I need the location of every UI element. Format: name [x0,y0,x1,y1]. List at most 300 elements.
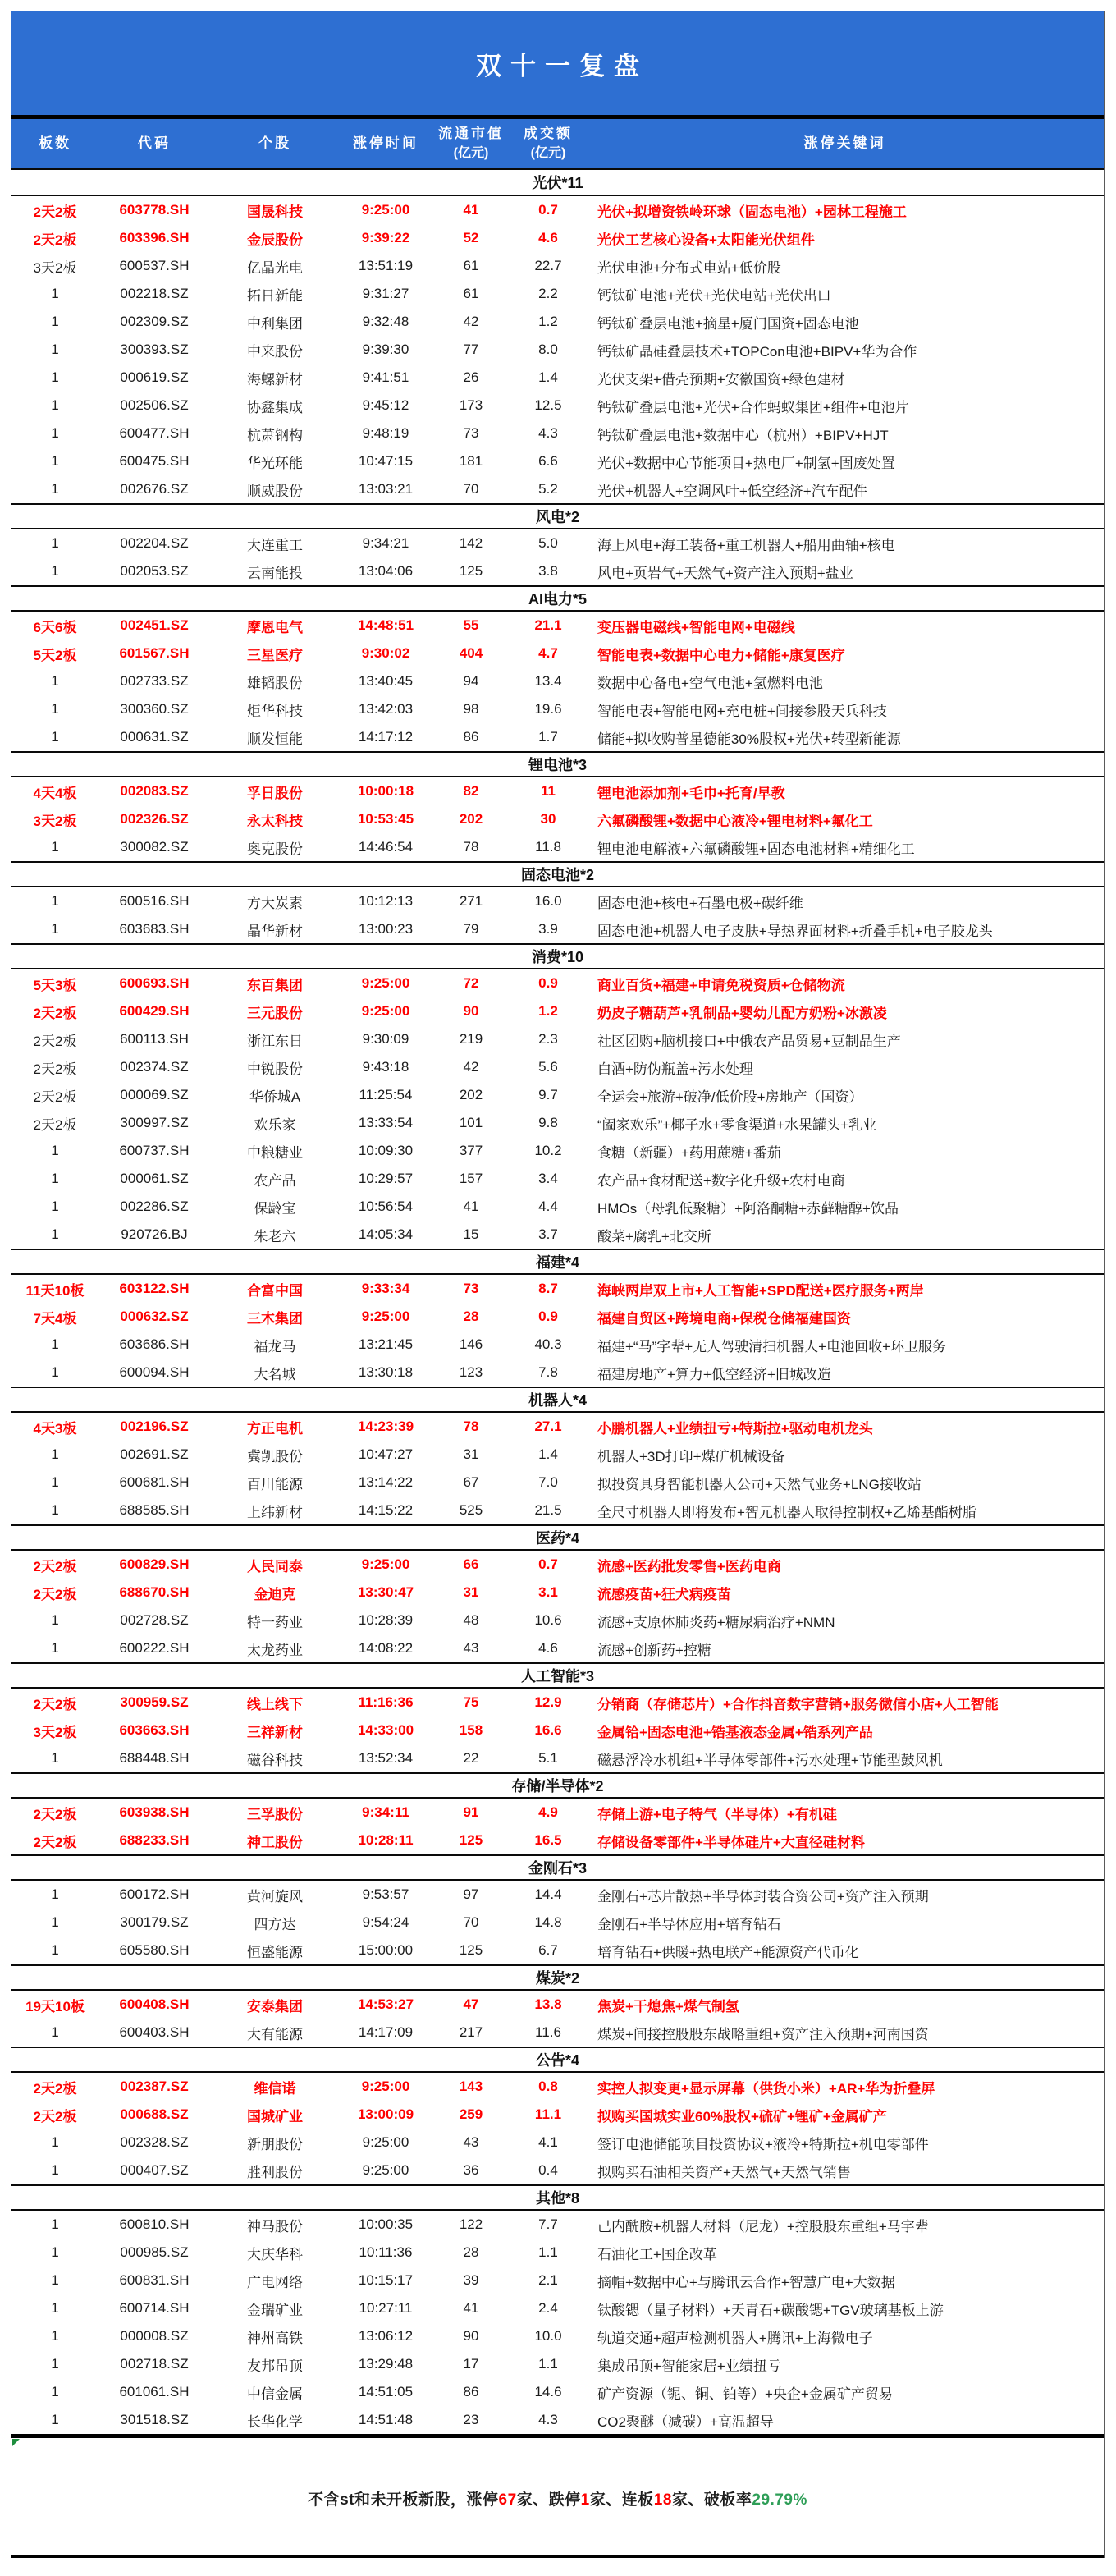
table-row[interactable] [11,639,1104,667]
turnover-cell: 1.1 [538,2244,558,2260]
code-cell: 002204.SZ [120,535,189,551]
table-row[interactable] [11,419,1104,447]
boards-cell: 1 [51,286,59,301]
market-cap-cell: 82 [463,783,479,799]
boards-cell: 2天2板 [33,1089,77,1105]
keywords-cell: 光伏+数据中心节能项目+热电厂+制氢+固废处置 [597,455,895,471]
turnover-cell: 2.1 [538,2272,558,2288]
limit-up-time-cell: 13:14:22 [358,1474,414,1490]
table-row[interactable] [11,2129,1104,2157]
table-row[interactable] [11,915,1104,943]
turnover-cell: 19.6 [534,701,562,717]
turnover-cell: 1.7 [538,729,558,745]
boards-cell: 1 [51,839,59,855]
market-cap-cell: 43 [463,2134,479,2150]
stock-name-cell: 黄河旋风 [247,1888,303,1904]
keywords-cell: 存储设备零部件+半导体硅片+大直径硅材料 [597,1834,865,1850]
turnover-cell: 6.6 [538,453,558,469]
turnover-cell: 10.6 [534,1612,562,1628]
turnover-cell: 1.4 [538,369,558,385]
table-row[interactable] [11,224,1104,252]
stock-name-cell: 永太科技 [247,813,303,829]
boards-cell: 2天2板 [33,1586,77,1602]
boards-cell: 1 [51,2134,59,2150]
table-row[interactable] [11,2211,1104,2239]
col-header-keywords: 涨停关键词 [803,135,886,151]
table-row[interactable] [11,1744,1104,1772]
table-row[interactable] [11,1579,1104,1607]
stock-name-cell: 杭萧钢构 [247,427,303,443]
market-cap-cell: 42 [463,314,479,329]
boards-cell: 1 [51,2356,59,2372]
stock-name-cell: 中信金属 [247,2386,303,2402]
table-row[interactable] [11,2101,1104,2129]
market-cap-cell: 90 [463,2328,479,2344]
boards-cell: 1 [51,2384,59,2400]
col-header-boards: 板数 [39,135,71,151]
table-row[interactable] [11,1081,1104,1109]
section-header [11,861,1104,887]
code-cell: 000008.SZ [120,2328,189,2344]
code-cell: 002286.SZ [120,1199,189,1214]
table-row[interactable] [11,557,1104,585]
code-cell: 600113.SH [120,1031,189,1047]
table-row[interactable] [11,364,1104,392]
limit-up-time-cell: 9:54:24 [362,1914,409,1930]
market-cap-cell: 73 [463,1281,479,1296]
stock-name-cell: 欢乐家 [254,1116,296,1133]
title-bar [11,11,1104,119]
limit-up-time-cell: 14:15:22 [358,1502,414,1518]
limit-up-time-cell: 10:28:11 [358,1832,414,1848]
stock-name-cell: 神马股份 [247,2218,303,2235]
keywords-cell: 钙钛矿叠层电池+摘星+厦门国资+固态电池 [597,315,859,332]
keywords-cell: 签订电池储能项目投资协议+液冷+特斯拉+机电零部件 [597,2136,929,2152]
keywords-cell: 光伏+拟增资铁岭环球（固态电池）+园林工程施工 [597,204,907,220]
review-sheet [11,11,1105,2558]
table-row[interactable] [11,805,1104,833]
code-cell: 600477.SH [119,425,190,441]
stock-name-cell: 朱老六 [254,1228,296,1244]
section-header-label: 消费*10 [531,949,584,965]
table-row[interactable] [11,1413,1104,1441]
turnover-cell: 9.7 [538,1087,558,1102]
code-cell: 603938.SH [119,1804,190,1820]
section-header [11,751,1104,777]
code-cell: 002083.SZ [120,783,189,799]
stock-name-cell: 方大炭素 [247,895,303,911]
limit-up-time-cell: 11:25:54 [359,1087,413,1102]
section-header-label: 锂电池*3 [528,757,587,773]
turnover-cell: 14.8 [534,1914,562,1930]
keywords-cell: 固态电池+机器人电子皮肤+导热界面材料+折叠手机+电子胶龙头 [597,923,993,939]
table-row[interactable] [11,695,1104,723]
section-header [11,1662,1104,1689]
keywords-cell: 锂电池电解液+六氟磷酸锂+固态电池材料+精细化工 [597,841,915,857]
table-row[interactable] [11,1331,1104,1359]
market-cap-cell: 77 [463,341,479,357]
boards-cell: 11天10板 [25,1282,85,1299]
turnover-cell: 7.0 [538,1474,558,1490]
stock-name-cell: 东百集团 [247,977,303,993]
stock-name-cell: 大庆华科 [247,2246,303,2262]
col-header-market-cap: 流通市值 (亿元) [438,126,504,160]
keywords-cell: 光伏电池+分布式电站+低价股 [597,259,781,276]
limit-up-time-cell: 11:16:36 [358,1694,414,1710]
stock-name-cell: 福龙马 [254,1338,296,1354]
limit-up-time-cell: 14:33:00 [357,1722,414,1738]
turnover-cell: 30 [540,811,556,827]
stock-name-cell: 安泰集团 [247,1998,303,2015]
code-cell: 002451.SZ [120,617,189,633]
table-row[interactable] [11,2322,1104,2350]
code-cell: 688233.SH [119,1832,190,1848]
section-header [11,2184,1104,2211]
boards-cell: 2天2板 [33,1033,77,1049]
stock-name-cell: 三木集团 [247,1310,303,1327]
turnover-cell: 22.7 [534,258,562,273]
keywords-cell: 存储上游+电子特气（半导体）+有机硅 [597,1806,837,1822]
limit-up-time-cell: 10:47:27 [358,1446,414,1462]
boards-cell: 3天2板 [33,813,77,829]
keywords-cell: CO2聚醚（减碳）+高温超导 [597,2413,774,2430]
keywords-cell: 焦炭+干熄焦+煤气制氢 [597,1998,739,2015]
table-row[interactable] [11,252,1104,280]
code-cell: 300997.SZ [120,1115,189,1130]
table-row[interactable] [11,1909,1104,1937]
limit-up-time-cell: 9:33:34 [361,1281,410,1296]
stock-name-cell: 神工股份 [247,1834,303,1850]
market-cap-cell: 55 [463,617,479,633]
keywords-cell: 食糖（新疆）+药用蔗糖+番茄 [597,1144,781,1161]
limit-up-time-cell: 9:43:18 [362,1059,409,1075]
market-cap-cell: 28 [463,2244,479,2260]
stock-name-cell: 炬华科技 [247,703,303,719]
section-header [11,943,1104,969]
section-header-label: 风电*2 [535,509,579,525]
keywords-cell: 福建自贸区+跨境电商+保税仓储福建国资 [597,1310,851,1327]
section-header-label: 存储/半导体*2 [511,1778,604,1794]
code-cell: 600831.SH [119,2272,190,2288]
limit-up-time-cell: 10:28:39 [358,1612,414,1628]
limit-up-time-cell: 9:39:22 [361,230,410,245]
boards-cell: 1 [51,2272,59,2288]
table-row[interactable] [11,2073,1104,2101]
stock-name-cell: 雄韬股份 [247,675,303,691]
market-cap-cell: 43 [463,1640,479,1656]
market-cap-cell: 78 [463,839,479,855]
stock-name-cell: 大连重工 [247,537,303,553]
limit-up-time-cell: 10:47:15 [358,453,414,469]
market-cap-cell: 48 [463,1612,479,1628]
code-cell: 002676.SZ [120,481,189,497]
stock-name-cell: 三祥新材 [247,1724,303,1740]
boards-cell: 1 [51,2216,59,2232]
table-row[interactable] [11,1221,1104,1249]
table-row[interactable] [11,1607,1104,1634]
stock-name-cell: 奥克股份 [247,841,303,857]
market-cap-cell: 142 [459,535,483,551]
table-row[interactable] [11,2267,1104,2294]
table-row[interactable] [11,336,1104,364]
table-row[interactable] [11,1497,1104,1524]
stock-name-cell: 金迪克 [254,1586,296,1602]
boards-cell: 1 [51,2300,59,2316]
turnover-cell: 4.3 [538,2412,558,2427]
table-row[interactable] [11,2406,1104,2434]
stock-name-cell: 新朋股份 [247,2136,303,2152]
limit-up-time-cell: 9:25:00 [361,202,410,218]
limit-up-time-cell: 10:27:11 [359,2300,413,2316]
table-row[interactable] [11,1275,1104,1303]
market-cap-cell: 73 [463,425,479,441]
market-cap-cell: 123 [459,1364,483,1380]
keywords-cell: 金刚石+半导体应用+培育钻石 [597,1916,781,1932]
market-cap-cell: 91 [463,1804,479,1820]
table-row[interactable] [11,2157,1104,2184]
keywords-cell: 实控人拟变更+显示屏幕（供货小米）+AR+华为折叠屏 [597,2080,935,2097]
table-row[interactable] [11,1109,1104,1137]
keywords-cell: 六氟磷酸锂+数据中心液冷+锂电材料+氟化工 [597,813,873,829]
table-row[interactable] [11,1137,1104,1165]
limit-up-time-cell: 9:34:21 [362,535,409,551]
market-cap-cell: 26 [463,369,479,385]
market-cap-cell: 41 [463,202,479,218]
boards-cell: 1 [51,1502,59,1518]
table-row[interactable] [11,1551,1104,1579]
table-row[interactable] [11,2239,1104,2267]
limit-up-time-cell: 9:53:57 [362,1886,409,1902]
boards-cell: 1 [51,369,59,385]
stock-name-cell: 华侨城A [249,1089,301,1105]
table-row[interactable] [11,1359,1104,1387]
limit-up-time-cell: 9:25:00 [361,1309,410,1324]
stock-name-cell: 大名城 [254,1366,296,1382]
code-cell: 601567.SH [119,645,190,661]
keywords-cell: 全运会+旅游+破净/低价股+房地产（国资） [597,1089,863,1105]
boards-cell: 2天2板 [33,1116,77,1133]
code-cell: 300082.SZ [120,839,189,855]
keywords-cell: 福建+“马”字辈+无人驾驶清扫机器人+电池回收+环卫服务 [597,1338,947,1354]
table-row[interactable] [11,1053,1104,1081]
table-row[interactable] [11,1689,1104,1717]
turnover-cell: 40.3 [534,1336,562,1352]
limit-up-time-cell: 10:11:36 [359,2244,413,2260]
table-row[interactable] [11,1827,1104,1854]
table-body [11,170,1104,2434]
turnover-cell: 12.5 [534,397,562,413]
keywords-cell: 福建房地产+算力+低空经济+旧城改造 [597,1366,831,1382]
table-row[interactable] [11,2294,1104,2322]
limit-up-time-cell: 13:30:18 [358,1364,414,1380]
market-cap-cell: 181 [459,453,483,469]
code-cell: 000069.SZ [120,1087,189,1102]
keywords-cell: 拟购买国城实业60%股权+硫矿+锂矿+金属矿产 [597,2108,887,2125]
turnover-cell: 16.6 [534,1722,562,1738]
turnover-cell: 8.0 [538,341,558,357]
market-cap-cell: 525 [459,1502,483,1518]
boards-cell: 1 [51,1336,59,1352]
table-row[interactable] [11,1303,1104,1331]
keywords-cell: 光伏工艺核心设备+太阳能光伏组件 [597,231,815,248]
code-cell: 600172.SH [119,1886,190,1902]
market-cap-cell: 78 [463,1419,479,1434]
table-row[interactable] [11,447,1104,475]
limit-up-time-cell: 14:17:09 [358,2024,414,2040]
code-cell: 601061.SH [119,2384,190,2400]
table-row[interactable] [11,887,1104,915]
table-row[interactable] [11,1717,1104,1744]
market-cap-cell: 217 [459,2024,483,2040]
turnover-cell: 4.4 [538,1199,558,1214]
section-header [11,1387,1104,1413]
market-cap-cell: 23 [463,2412,479,2427]
turnover-cell: 16.0 [534,893,562,909]
table-row[interactable] [11,612,1104,639]
turnover-cell: 11.1 [534,2106,562,2122]
boards-cell: 7天4板 [33,1310,77,1327]
boards-cell: 1 [51,1886,59,1902]
limit-up-time-cell: 9:25:00 [361,1003,410,1019]
limit-up-time-cell: 10:53:45 [357,811,414,827]
keywords-cell: 海上风电+海工装备+重工机器人+船用曲轴+核电 [597,537,895,553]
stock-name-cell: 孚日股份 [247,785,303,801]
boards-cell: 1 [51,893,59,909]
limit-up-time-cell: 14:53:27 [357,1996,414,2012]
table-row[interactable] [11,392,1104,419]
limit-up-time-cell: 9:25:00 [361,975,410,991]
limit-up-time-cell: 9:31:27 [362,286,409,301]
turnover-cell: 4.3 [538,425,558,441]
market-cap-cell: 75 [463,1694,479,1710]
table-row[interactable] [11,1881,1104,1909]
turnover-cell: 1.4 [538,1446,558,1462]
table-row[interactable] [11,196,1104,224]
boards-cell: 1 [51,701,59,717]
turnover-cell: 0.7 [538,1556,558,1572]
turnover-cell: 4.6 [538,230,558,245]
table-row[interactable] [11,2350,1104,2378]
keywords-cell: 流感+医药批发零售+医药电商 [597,1558,781,1574]
table-row[interactable] [11,1025,1104,1053]
section-header [11,1772,1104,1799]
market-cap-cell: 125 [459,1832,483,1848]
stock-name-cell: 中锐股份 [247,1061,303,1077]
limit-up-time-cell: 13:00:23 [358,921,414,937]
limit-up-time-cell: 9:45:12 [362,397,409,413]
market-cap-cell: 39 [463,2272,479,2288]
limit-up-time-cell: 14:23:39 [357,1419,414,1434]
table-row[interactable] [11,833,1104,861]
stock-name-cell: 摩恩电气 [247,619,303,635]
table-row[interactable] [11,1937,1104,1964]
table-row[interactable] [11,1441,1104,1469]
table-row[interactable] [11,1991,1104,2019]
code-cell: 000985.SZ [120,2244,189,2260]
boards-cell: 1 [51,1199,59,1214]
stock-name-cell: 晶华新材 [247,923,303,939]
table-row[interactable] [11,308,1104,336]
stock-name-cell: 广电网络 [247,2274,303,2290]
boards-cell: 19天10板 [25,1998,85,2015]
keywords-cell: 矿产资源（铌、铜、铂等）+央企+金属矿产贸易 [597,2386,893,2402]
section-header [11,1249,1104,1275]
code-cell: 000631.SZ [120,729,189,745]
table-row[interactable] [11,1193,1104,1221]
table-row[interactable] [11,529,1104,557]
keywords-cell: 集成吊顶+智能家居+业绩扭亏 [597,2358,781,2374]
market-cap-cell: 125 [459,563,483,579]
table-row[interactable] [11,997,1104,1025]
table-row[interactable] [11,1634,1104,1662]
table-row[interactable] [11,2019,1104,2047]
market-cap-cell: 157 [459,1171,483,1186]
table-row[interactable] [11,723,1104,751]
table-row[interactable] [11,1165,1104,1193]
keywords-cell: 流感疫苗+狂犬病疫苗 [597,1586,731,1602]
limit-up-time-cell: 14:51:48 [358,2412,414,2427]
code-cell: 301518.SZ [120,2412,189,2427]
market-cap-cell: 47 [463,1996,479,2012]
code-cell: 000619.SZ [120,369,189,385]
turnover-cell: 3.9 [538,921,558,937]
column-header-row [11,119,1104,170]
keywords-cell: 流感+创新药+控糖 [597,1642,711,1658]
limit-up-time-cell: 10:29:57 [358,1171,414,1186]
turnover-cell: 3.8 [538,563,558,579]
code-cell: 300959.SZ [120,1694,189,1710]
code-cell: 600094.SH [119,1364,190,1380]
turnover-cell: 16.5 [534,1832,562,1848]
table-row[interactable] [11,475,1104,503]
stock-name-cell: 上纬新材 [247,1504,303,1520]
code-cell: 300360.SZ [120,701,189,717]
table-row[interactable] [11,667,1104,695]
market-cap-cell: 97 [463,1886,479,1902]
market-cap-cell: 146 [459,1336,483,1352]
market-cap-cell: 94 [463,673,479,689]
code-cell: 603683.SH [119,921,190,937]
table-row[interactable] [11,969,1104,997]
boards-cell: 1 [51,1364,59,1380]
turnover-cell: 5.2 [538,481,558,497]
keywords-cell: 钙钛矿叠层电池+数据中心（杭州）+BIPV+HJT [597,427,889,443]
code-cell: 002309.SZ [120,314,189,329]
limit-up-time-cell: 9:30:02 [361,645,410,661]
table-row[interactable] [11,2378,1104,2406]
section-header-label: 机器人*4 [528,1392,587,1409]
market-cap-cell: 42 [463,1059,479,1075]
col-header-limit-up-time: 涨停时间 [353,135,418,151]
table-row[interactable] [11,777,1104,805]
table-row[interactable] [11,1799,1104,1827]
limit-up-time-cell: 13:42:03 [358,701,414,717]
turnover-cell: 7.7 [538,2216,558,2232]
boards-cell: 1 [51,2328,59,2344]
market-cap-cell: 70 [463,1914,479,1930]
keywords-cell: 储能+拟收购普星德能30%股权+光伏+转型新能源 [597,731,901,747]
keywords-cell: 钙钛矿晶硅叠层技术+TOPCon电池+BIPV+华为合作 [597,343,917,360]
market-cap-cell: 70 [463,481,479,497]
turnover-cell: 14.6 [534,2384,562,2400]
turnover-cell: 2.2 [538,286,558,301]
stock-name-cell: 友邦吊顶 [247,2358,303,2374]
section-header [11,585,1104,612]
section-header [11,1964,1104,1991]
table-row[interactable] [11,1469,1104,1497]
table-row[interactable] [11,280,1104,308]
summary-text: 不含st和未开板新股，涨停67家、跌停1家、连板18家、破板率29.79% [308,2491,807,2509]
